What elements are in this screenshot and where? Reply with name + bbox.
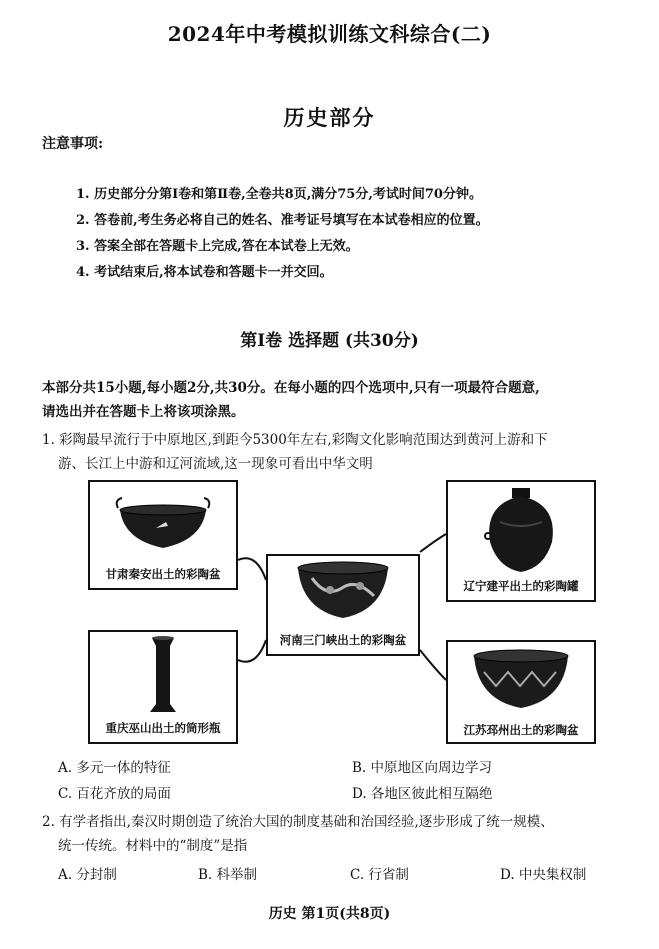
notice-item-4: 4. 考试结束后,将本试卷和答题卡一并交回。 xyxy=(76,265,333,280)
part1-title: 第Ⅰ卷 选择题 (共30分) xyxy=(240,331,419,351)
notice-item-2: 2. 答卷前,考生务必将自己的姓名、准考证号填写在本试卷相应的位置。 xyxy=(76,213,489,228)
pottery-basin-image xyxy=(90,482,236,562)
caption-henan: 河南三门峡出土的彩陶盆 xyxy=(279,633,407,647)
notice-heading: 注意事项: xyxy=(42,136,104,152)
q2-option-d[interactable]: D. 中央集权制 xyxy=(500,867,587,883)
part1-intro-line-2: 请选出并在答题卡上将该项涂黑。 xyxy=(42,404,245,420)
caption-chongqing: 重庆巫山出土的筒形瓶 xyxy=(105,721,221,735)
page-footer: 历史 第1页(共8页) xyxy=(268,906,391,922)
frame-chongqing-vase xyxy=(88,630,238,744)
frame-liaoning-jar xyxy=(446,480,596,602)
part1-intro-line-1: 本部分共15小题,每小题2分,共30分。在每小题的四个选项中,只有一项最符合题意, xyxy=(42,380,540,396)
caption-liaoning: 辽宁建平出土的彩陶罐 xyxy=(463,579,579,593)
notice-item-1: 1. 历史部分分第Ⅰ卷和第Ⅱ卷,全卷共8页,满分75分,考试时间70分钟。 xyxy=(76,187,482,202)
frame-jiangsu-basin xyxy=(446,640,596,744)
frame-henan-basin xyxy=(266,554,420,656)
notice-item-3: 3. 答案全部在答题卡上完成,答在本试卷上无效。 xyxy=(76,239,359,254)
q1-option-c[interactable]: C. 百花齐放的局面 xyxy=(58,786,171,802)
caption-jiangsu: 江苏邳州出土的彩陶盆 xyxy=(463,723,579,737)
q2-option-c[interactable]: C. 行省制 xyxy=(350,867,409,883)
q1-option-b[interactable]: B. 中原地区向周边学习 xyxy=(352,760,493,776)
q2-stem-line-1: 2. 有学者指出,秦汉时期创造了统治大国的制度基础和治国经验,逐步形成了统一规模、 xyxy=(42,814,554,830)
q2-stem-line-2: 统一传统。材料中的“制度”是指 xyxy=(58,838,248,854)
caption-gansu: 甘肃秦安出土的彩陶盆 xyxy=(105,567,221,581)
frame-gansu-basin xyxy=(88,480,238,590)
exam-title: 2024年中考模拟训练文科综合(二) xyxy=(167,22,492,46)
q1-stem-line-2: 游、长江上中游和辽河流域,这一现象可看出中华文明 xyxy=(58,456,373,472)
q1-option-d[interactable]: D. 各地区彼此相互隔绝 xyxy=(352,786,493,802)
pottery-vase-image xyxy=(90,632,236,718)
q2-option-b[interactable]: B. 科举制 xyxy=(198,867,258,883)
pottery-basin-image xyxy=(268,556,418,628)
q1-stem-line-1: 1. 彩陶最早流行于中原地区,到距今5300年左右,彩陶文化影响范围达到黄河上游和下 xyxy=(42,432,548,448)
pottery-jar-image xyxy=(448,482,594,576)
pottery-basin-image xyxy=(448,642,594,718)
q1-option-a[interactable]: A. 多元一体的特征 xyxy=(58,760,171,776)
q2-option-a[interactable]: A. 分封制 xyxy=(58,867,117,883)
section-title: 历史部分 xyxy=(283,105,376,130)
